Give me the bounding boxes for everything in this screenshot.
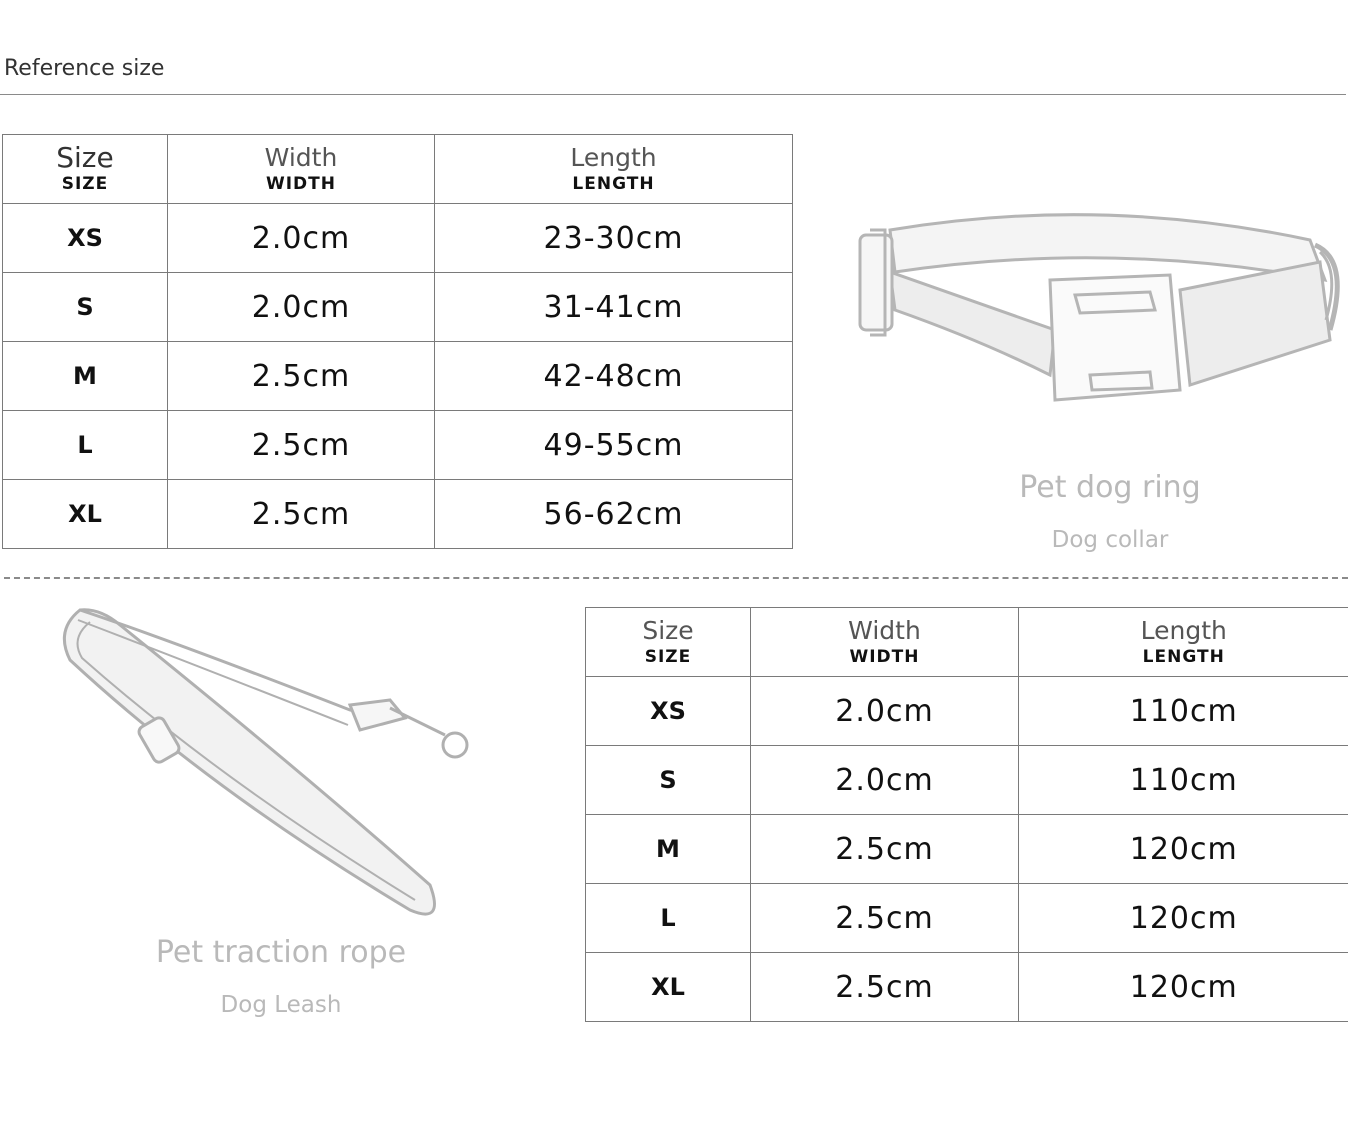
length-cell: 49-55cm [435,411,793,480]
collar-size-table [2,134,793,549]
width-cell: 2.5cm [751,884,1019,953]
table-row [3,411,793,480]
length-cell: 42-48cm [435,342,793,411]
header-size [586,608,751,677]
width-cell: 2.0cm [168,204,435,273]
collar-subcaption: Dog collar [1051,527,1169,553]
dog-leash-icon [50,600,490,920]
leash-subcaption: Dog Leash [220,992,342,1018]
table-row [586,815,1348,884]
header-main: Size [642,616,694,645]
header-sub: WIDTH [849,647,920,667]
header-length [1019,608,1348,677]
length-cell: 56-62cm [435,480,793,549]
size-cell: L [586,884,751,953]
header-main: Width [264,143,338,172]
length-cell: 120cm [1019,953,1348,1022]
size-cell: S [586,746,751,815]
size-cell: XL [586,953,751,1022]
header-main: Size [56,141,114,174]
header-sub: LENGTH [572,174,655,194]
header-sub: WIDTH [265,174,336,194]
table-row [586,884,1348,953]
length-cell: 120cm [1019,815,1348,884]
header-size [3,135,168,204]
size-cell: L [3,411,168,480]
title-divider [0,94,1346,95]
table-header-row [3,135,793,204]
size-cell: XS [586,677,751,746]
header-sub: SIZE [61,174,109,194]
dog-collar-icon [850,200,1348,415]
width-cell: 2.5cm [168,342,435,411]
collar-caption: Pet dog ring [1019,470,1201,505]
width-cell: 2.5cm [751,815,1019,884]
table-header-row [586,608,1348,677]
section-divider [4,577,1348,579]
width-cell: 2.5cm [751,953,1019,1022]
width-cell: 2.5cm [168,411,435,480]
table-row [3,273,793,342]
width-cell: 2.5cm [168,480,435,549]
size-cell: M [586,815,751,884]
width-cell: 2.0cm [751,677,1019,746]
length-cell: 110cm [1019,746,1348,815]
size-cell: XS [3,204,168,273]
page-title: Reference size [4,56,165,81]
header-sub: LENGTH [1142,647,1225,667]
length-cell: 23-30cm [435,204,793,273]
table-row [3,342,793,411]
header-main: Length [1140,616,1227,645]
size-cell: M [3,342,168,411]
header-main: Width [848,616,921,645]
width-cell: 2.0cm [168,273,435,342]
leash-caption: Pet traction rope [155,935,407,970]
table-row [3,204,793,273]
header-width [168,135,435,204]
header-length [435,135,793,204]
table-row [586,953,1348,1022]
header-width [751,608,1019,677]
size-cell: S [3,273,168,342]
length-cell: 110cm [1019,677,1348,746]
table-row [586,746,1348,815]
width-cell: 2.0cm [751,746,1019,815]
size-cell: XL [3,480,168,549]
table-row [3,480,793,549]
leash-size-table [585,607,1348,1022]
length-cell: 31-41cm [435,273,793,342]
length-cell: 120cm [1019,884,1348,953]
table-row [586,677,1348,746]
header-main: Length [570,143,657,172]
header-sub: SIZE [644,647,692,667]
